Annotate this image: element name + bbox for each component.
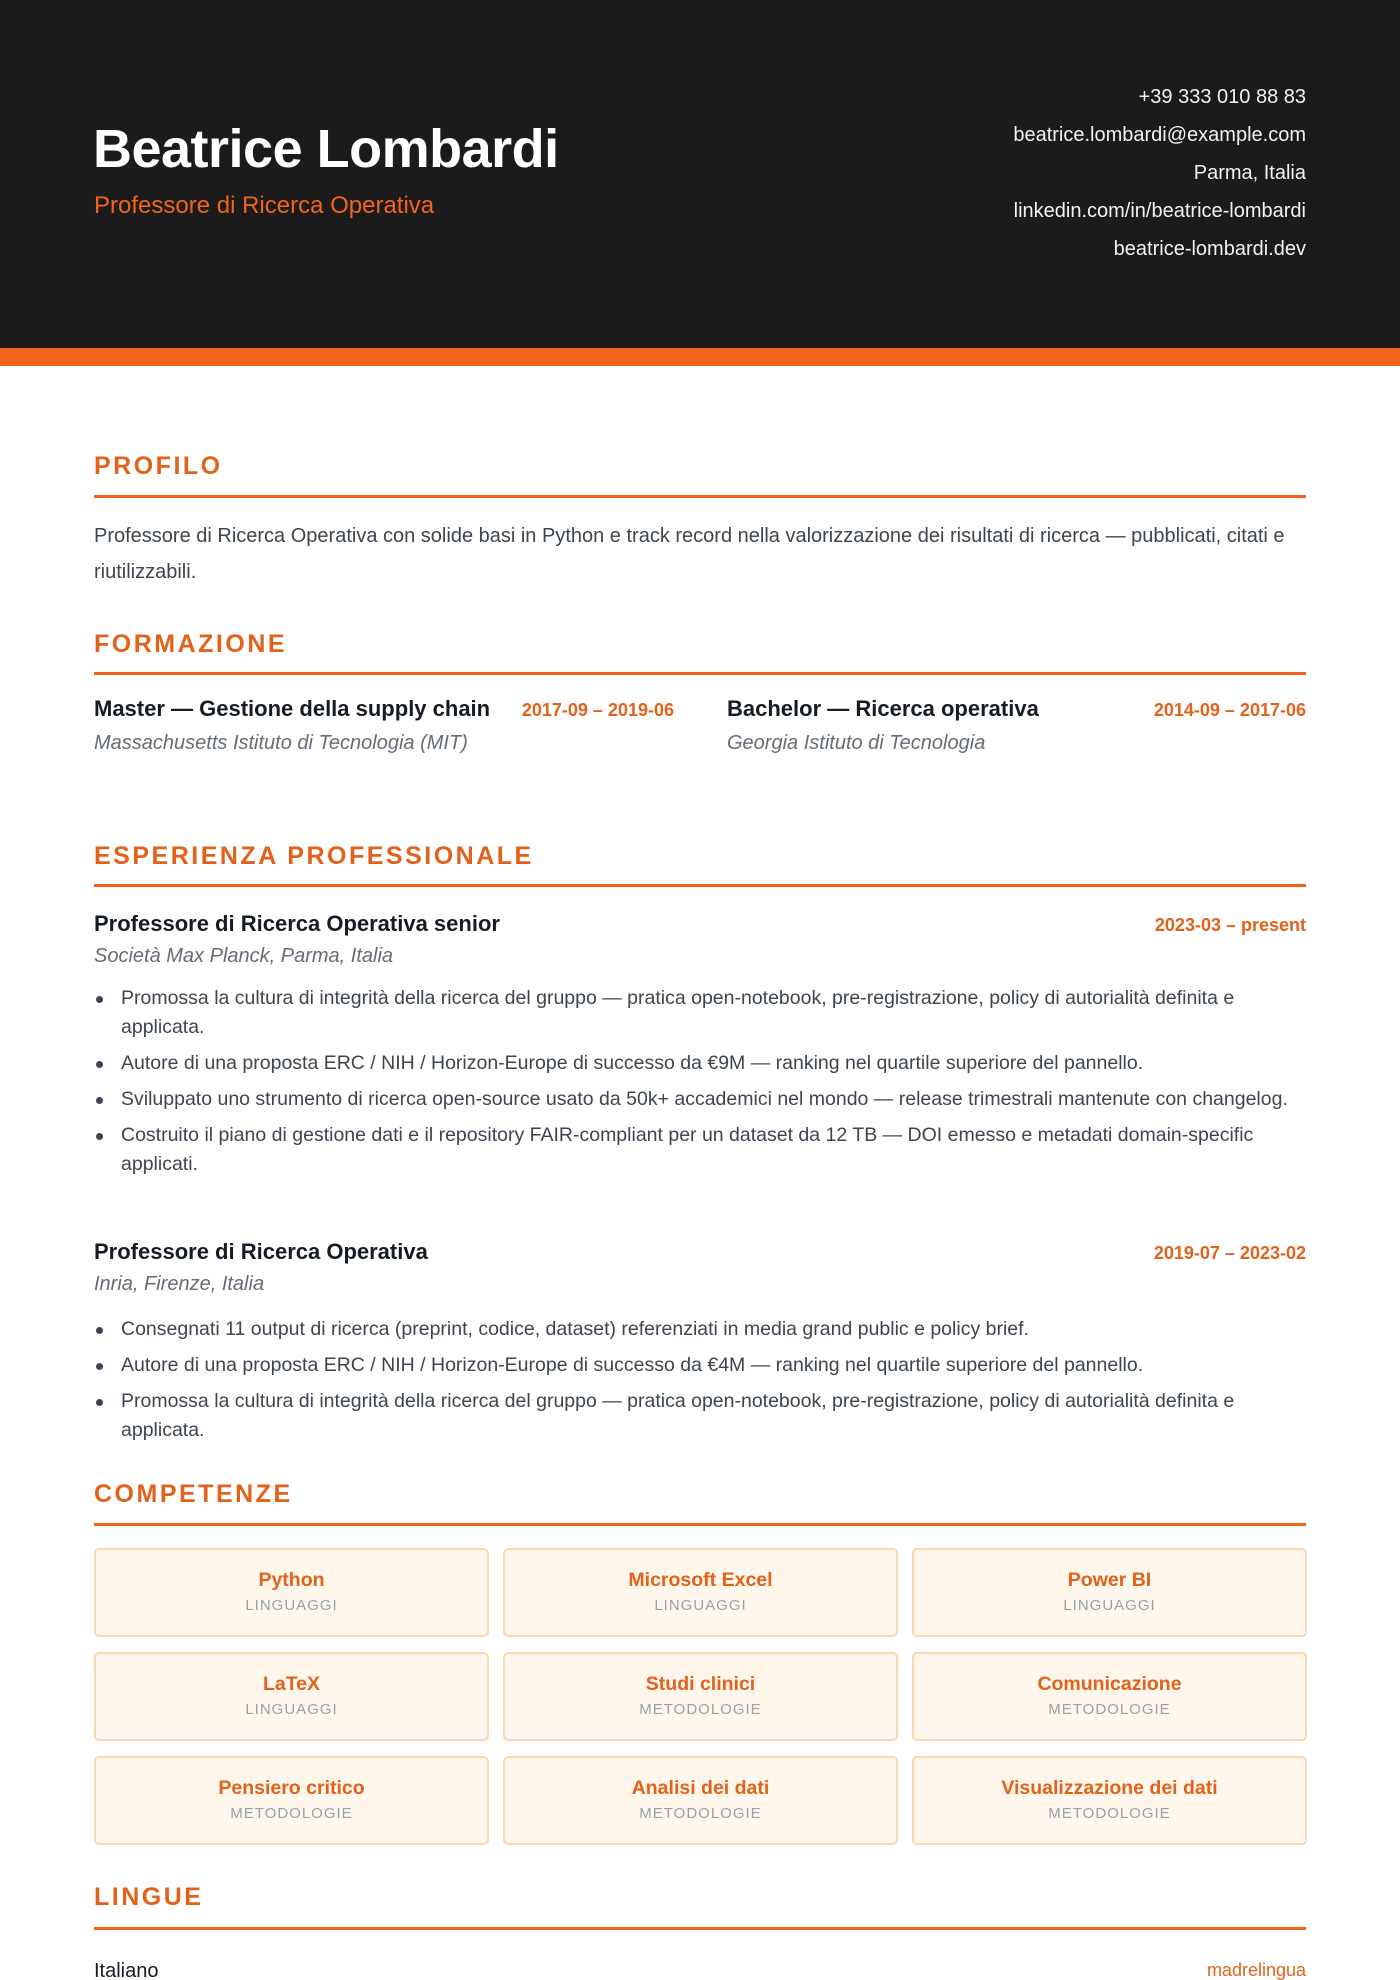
list-item: Autore di una proposta ERC / NIH / Horizon-Europe di successo da €9M — ranking nel quartile superiore del pannello. [94, 1049, 1306, 1078]
contact-info [706, 82, 1306, 272]
job-dates: 2023-03 – present [1154, 915, 1306, 935]
section-title-experience: ESPERIENZA PROFESSIONALE [94, 842, 534, 870]
job-dates: 2019-07 – 2023-02 [1153, 1243, 1306, 1263]
list-item: Promossa la cultura di integrità della ricerca del gruppo — pratica open-notebook, pre-registrazione, policy di autorialità definita e applicata. [94, 1387, 1306, 1445]
skill-category: LINGUAGGI [654, 1597, 747, 1614]
section-divider [94, 672, 1306, 675]
header-accent-bar [0, 348, 1400, 366]
education-dates: 2014-09 – 2017-06 [1153, 700, 1306, 720]
list-item: Costruito il piano di gestione dati e il repository FAIR-compliant per un dataset da 12 TB — DOI emesso e metadati domain-specific applicati. [94, 1121, 1306, 1179]
education-degree: Bachelor — Ricerca operativa [727, 696, 1039, 721]
list-item: Sviluppato uno strumento di ricerca open-source usato da 50k+ accademici nel mondo — release trimestrali mantenute con changelog. [94, 1085, 1306, 1114]
skill-card [94, 1652, 489, 1741]
skill-card [912, 1652, 1307, 1741]
contact-website[interactable]: beatrice-lombardi.dev [1113, 238, 1306, 260]
skills-grid [94, 1548, 1306, 1845]
skill-name: Microsoft Excel [628, 1569, 773, 1591]
skill-category: METODOLOGIE [230, 1805, 353, 1822]
contact-phone: +39 333 010 88 83 [1138, 86, 1306, 108]
skill-category: METODOLOGIE [1048, 1805, 1171, 1822]
skill-category: LINGUAGGI [1063, 1597, 1156, 1614]
job-organization: Inria, Firenze, Italia [94, 1273, 265, 1295]
candidate-name: Beatrice Lombardi [93, 119, 559, 179]
section-title-skills: COMPETENZE [94, 1480, 293, 1508]
list-item: Promossa la cultura di integrità della ricerca del gruppo — pratica open-notebook, pre-registrazione, policy di autorialità definita e applicata. [94, 984, 1306, 1042]
job-achievements [94, 1315, 1306, 1452]
contact-location: Parma, Italia [1193, 162, 1306, 184]
skill-category: METODOLOGIE [639, 1701, 762, 1718]
profile-summary: Professore di Ricerca Operativa con solide basi in Python e track record nella valorizzazione dei risultati di ricerca — pubblicati, citati e riutilizzabili. [94, 525, 1285, 583]
skill-category: METODOLOGIE [1048, 1701, 1171, 1718]
skill-name: Analisi dei dati [631, 1777, 770, 1799]
candidate-role: Professore di Ricerca Operativa [94, 192, 435, 219]
skill-card [912, 1548, 1307, 1637]
skill-category: LINGUAGGI [245, 1701, 338, 1718]
education-degree: Master — Gestione della supply chain [94, 696, 491, 721]
section-divider [94, 1927, 1306, 1930]
language-item [94, 1960, 1306, 1980]
education-item [94, 696, 674, 766]
language-level: madrelingua [1206, 1960, 1306, 1980]
list-item: Autore di una proposta ERC / NIH / Horizon-Europe di successo da €4M — ranking nel quartile superiore del pannello. [94, 1351, 1306, 1380]
section-title-languages: LINGUE [94, 1883, 204, 1911]
education-school: Massachusetts Istituto di Tecnologia (MIT) [94, 732, 468, 754]
skill-card [503, 1652, 898, 1741]
language-name: Italiano [94, 1960, 159, 1980]
education-dates: 2017-09 – 2019-06 [521, 700, 674, 720]
job-organization: Società Max Planck, Parma, Italia [94, 945, 394, 967]
skill-card [94, 1548, 489, 1637]
job-title: Professore di Ricerca Operativa [94, 1239, 428, 1264]
job-title: Professore di Ricerca Operativa senior [94, 911, 500, 936]
resume-header [0, 0, 1400, 348]
skill-card [503, 1756, 898, 1845]
skill-name: Comunicazione [1037, 1673, 1182, 1695]
skill-category: METODOLOGIE [639, 1805, 762, 1822]
skill-card [503, 1548, 898, 1637]
section-divider [94, 1523, 1306, 1526]
skill-card [912, 1756, 1307, 1845]
contact-linkedin[interactable]: linkedin.com/in/beatrice-lombardi [1013, 200, 1306, 222]
skill-category: LINGUAGGI [245, 1597, 338, 1614]
skill-name: Visualizzazione dei dati [1001, 1777, 1218, 1799]
section-title-profile: PROFILO [94, 452, 223, 480]
skill-card [94, 1756, 489, 1845]
skill-name: Power BI [1067, 1569, 1152, 1591]
education-item [727, 696, 1306, 766]
skill-name: Python [258, 1569, 325, 1591]
job-entry [94, 1239, 1306, 1439]
skill-name: Pensiero critico [218, 1777, 365, 1799]
list-item: Consegnati 11 output di ricerca (preprint, codice, dataset) referenziati in media grand public e policy brief. [94, 1315, 1306, 1344]
section-title-education: FORMAZIONE [94, 630, 288, 658]
job-achievements [94, 984, 1306, 1186]
section-divider [94, 884, 1306, 887]
education-school: Georgia Istituto di Tecnologia [727, 732, 986, 754]
skill-name: Studi clinici [645, 1673, 756, 1695]
job-entry [94, 911, 1306, 1211]
skill-name: LaTeX [262, 1673, 321, 1695]
section-divider [94, 495, 1306, 498]
contact-email[interactable]: beatrice.lombardi@example.com [1013, 124, 1306, 146]
